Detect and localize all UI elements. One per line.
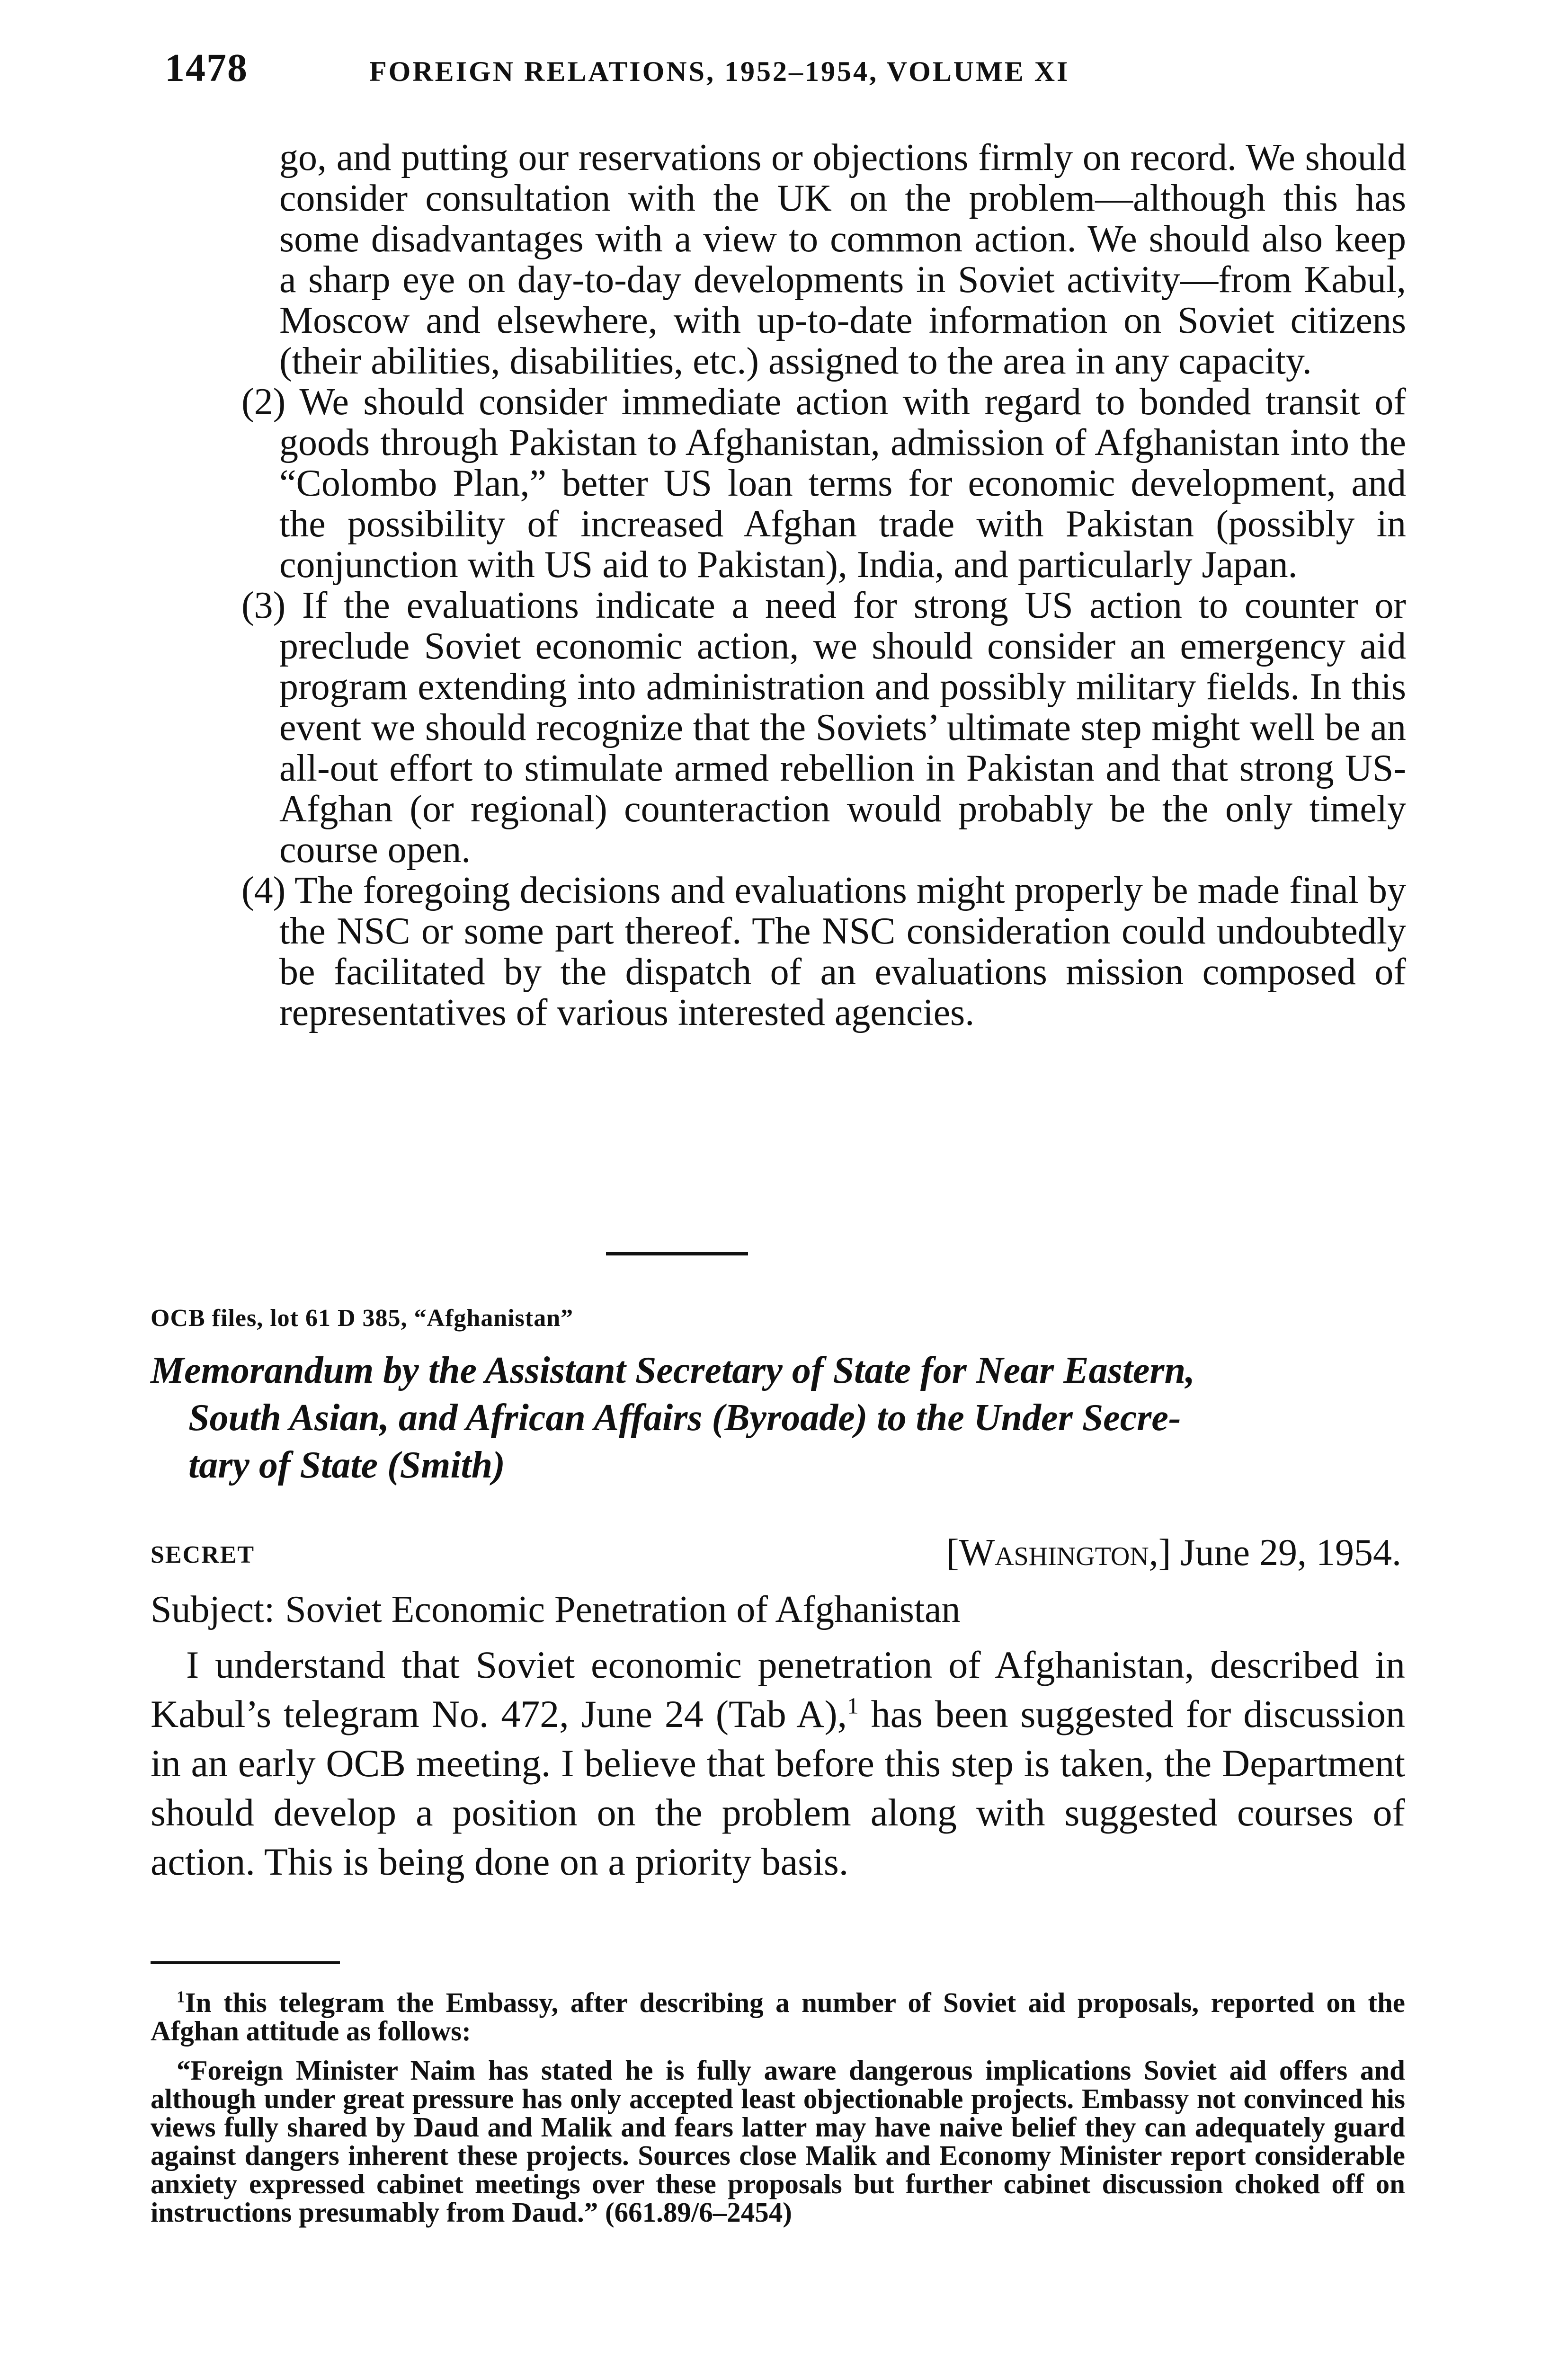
classification-marking: SECRET <box>151 1541 255 1568</box>
document-title-line: tary of State (Smith) <box>188 1444 505 1486</box>
memo-body <box>151 1640 1405 1886</box>
footnote-marker: 1 <box>177 1987 185 2006</box>
memo-body-part: has been suggested for discussion in an early OCB meeting. I believe that before this step is taken, the Department should develop a position on the problem along with suggested courses of action. This is being done on a priority basis. <box>151 1692 1405 1883</box>
running-head <box>165 45 1396 97</box>
list-continuation: go, and putting our reservations or objections firmly on record. We should consider consultation with the UK on the problem—although this has some disadvantages with a view to common action. We should also keep a sharp eye on day-to-day developments in Soviet activity—from Kabul, Moscow and elsewhere, with up-to-date information on Soviet citizens (their abilities, disabilities, etc.) assigned to the area in any capacity. <box>279 137 1406 382</box>
list-item-number: (4) <box>241 870 286 911</box>
footnote-1 <box>151 1988 1405 2045</box>
footnote-text: In this telegram the Embassy, after describing a number of Soviet aid proposals, reported on the Afghan attitude as follows: <box>151 1987 1405 2047</box>
subject-text: Soviet Economic Penetration of Afghanistan <box>285 1589 961 1630</box>
document-title-line: South Asian, and African Affairs (Byroade) to the Under Secre- <box>188 1397 1181 1439</box>
list-item-2 <box>241 382 1406 585</box>
footnote-reference: 1 <box>847 1692 859 1719</box>
subject-line <box>151 1588 961 1631</box>
footnote-1-quote: “Foreign Minister Naim has stated he is fully aware dangerous implications Soviet aid offers and although under great pressure has only accepted least objectionable projects. Embassy not convinced his views fully shared by Daud and Malik and fears latter may have naive belief they can adequately guard against dangers inherent these projects. Sources close Malik and Economy Minister report considerable anxiety expressed cabinet meetings over these proposals but further cabinet discussion choked off on instructions presumably from Daud.” (661.89/6–2454) <box>151 2055 1405 2228</box>
list-item-text: The foregoing decisions and evaluations might properly be made final by the NSC or some part thereof. The NSC consideration could undoubtedly be facilitated by the dispatch of an evaluations mission composed of representatives of various interested agencies. <box>279 870 1406 1033</box>
list-item-number: (2) <box>241 381 286 423</box>
running-title: FOREIGN RELATIONS, 1952–1954, VOLUME XI <box>369 56 1070 87</box>
section-divider <box>606 1252 748 1255</box>
list-item-text: We should consider immediate action with regard to bonded transit of goods through Pakistan to Afghanistan, admission of Afghanistan into the “Colombo Plan,” better US loan terms for economic development, and the possibility of increased Afghan trade with Pakistan (possibly in conjunction with US aid to Pakistan), India, and particularly Japan. <box>279 381 1406 586</box>
list-item-number: (3) <box>241 585 286 626</box>
dateline-place: [Washington,] <box>946 1532 1171 1574</box>
dateline <box>946 1531 1401 1575</box>
document-title <box>151 1347 1405 1489</box>
list-item-3 <box>241 585 1406 870</box>
source-note: OCB files, lot 61 D 385, “Afghanistan” <box>151 1305 574 1332</box>
subject-label: Subject: <box>151 1589 275 1630</box>
memo-body-part: I understand that Soviet economic penetration of Afghanistan, described in Kabul’s telegram No. 472, June 24 (Tab A), <box>151 1643 1405 1735</box>
page-number: 1478 <box>165 46 248 90</box>
document-title-line: Memorandum by the Assistant Secretary of State for Near Eastern, <box>151 1350 1195 1391</box>
list-item-text: If the evaluations indicate a need for strong US action to counter or preclude Soviet economic action, we should consider an emergency aid program extending into administration and possibly military fields. In this event we should recognize that the Soviets’ ultimate step might well be an all-out effort to stimulate armed rebellion in Pakistan and that strong US-Afghan (or regional) counteraction would probably be the only timely course open. <box>279 585 1407 871</box>
recommendations-list <box>241 137 1406 1033</box>
footnote-rule <box>151 1961 340 1964</box>
dateline-date: June 29, 1954. <box>1180 1532 1401 1574</box>
list-item-4 <box>241 870 1406 1033</box>
